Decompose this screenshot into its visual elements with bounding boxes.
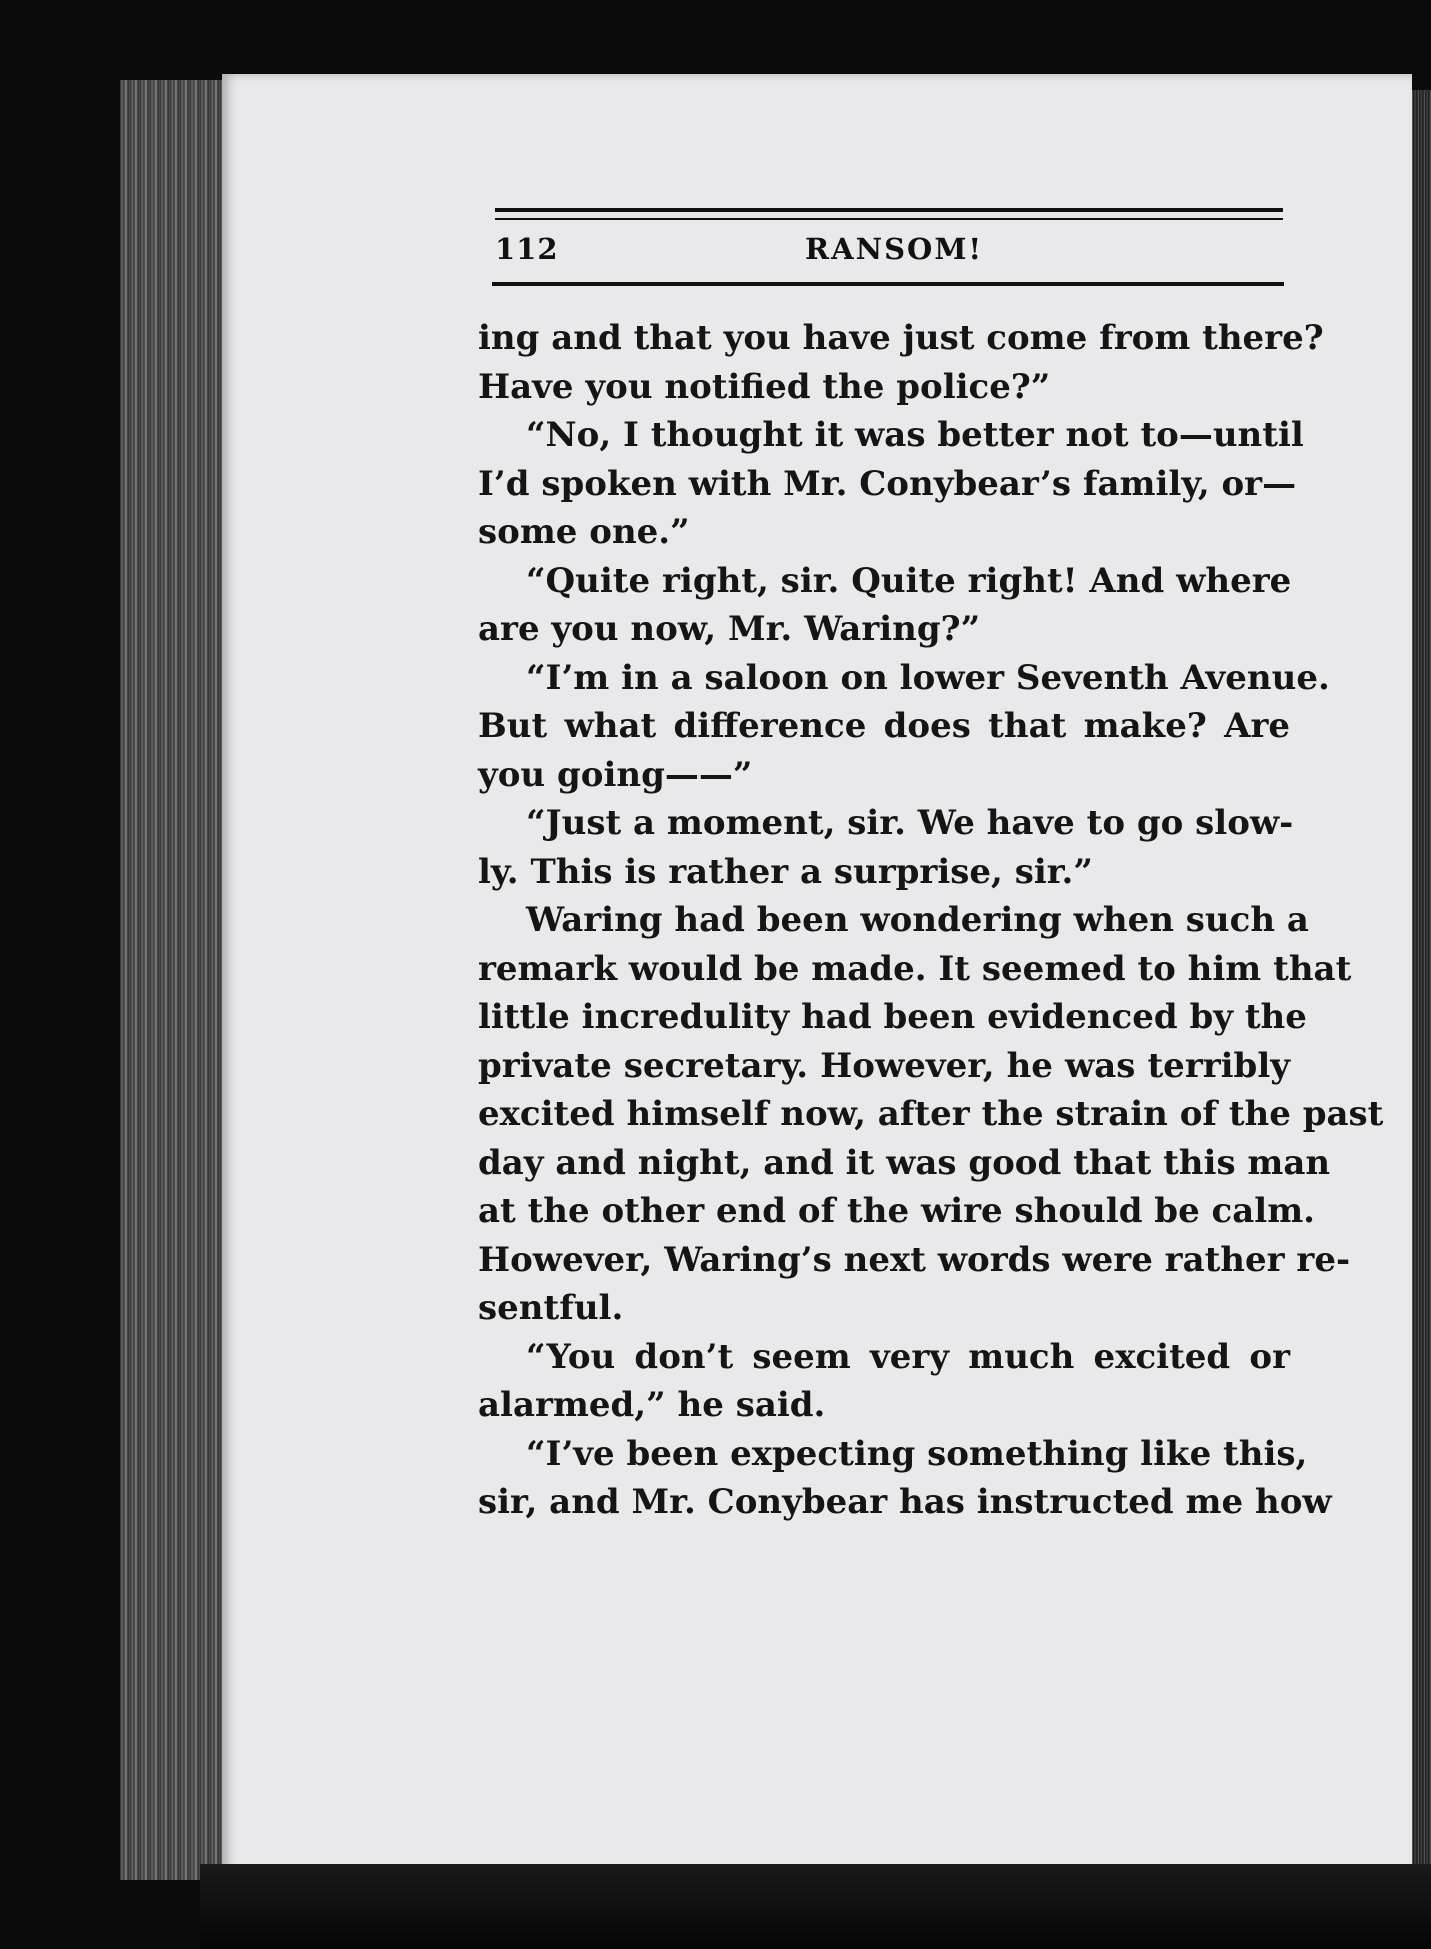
body-text	[478, 314, 1384, 1527]
text-line: ly. This is rather a surprise, sir.”	[478, 851, 1093, 892]
text-line: “No, I thought it was better not to—until	[526, 415, 1304, 455]
text-line: “I’m in a saloon on lower Seventh Avenue.	[526, 657, 1330, 698]
text-line: private secretary. However, he was terribly	[478, 1045, 1290, 1086]
text-line: But what difference does that make? Are	[478, 706, 1290, 746]
text-line: sentful.	[478, 1288, 624, 1328]
running-head	[495, 232, 1283, 276]
text-line: excited himself now, after the strain of the past	[478, 1094, 1384, 1134]
book-page-edges-left	[120, 80, 230, 1880]
text-line: Have you notified the police?”	[478, 366, 1051, 407]
header-rule-top	[495, 208, 1283, 212]
text-line: “I’ve been expecting something like this,	[526, 1433, 1308, 1474]
text-line: “Quite right, sir. Quite right! And where	[526, 560, 1292, 601]
text-line: are you now, Mr. Waring?”	[478, 609, 981, 649]
text-line: However, Waring’s next words were rather re-	[478, 1239, 1351, 1280]
text-line: little incredulity had been evidenced by the	[478, 997, 1307, 1037]
text-line: “Just a moment, sir. We have to go slow-	[526, 803, 1294, 843]
text-line: I’d spoken with Mr. Conybear’s family, or—	[478, 463, 1297, 504]
text-line: ing and that you have just come from there?	[478, 318, 1324, 358]
page-number: 112	[495, 232, 559, 266]
text-line: some one.”	[478, 512, 690, 552]
text-line: “You don’t seem very much excited or	[526, 1336, 1290, 1377]
running-title: RANSOM!	[805, 232, 984, 266]
text-line: remark would be made. It seemed to him that	[478, 948, 1352, 989]
text-line: you going——”	[478, 754, 753, 795]
text-line: at the other end of the wire should be calm.	[478, 1191, 1316, 1231]
text-line: alarmed,” he said.	[478, 1385, 826, 1425]
header-rule-top-thin	[495, 218, 1283, 220]
page-bottom-shadow	[200, 1864, 1431, 1949]
header-rule-bottom	[492, 282, 1284, 286]
text-line: Waring had been wondering when such a	[526, 900, 1309, 940]
text-line: sir, and Mr. Conybear has instructed me how	[478, 1482, 1332, 1522]
text-line: day and night, and it was good that this man	[478, 1142, 1331, 1183]
